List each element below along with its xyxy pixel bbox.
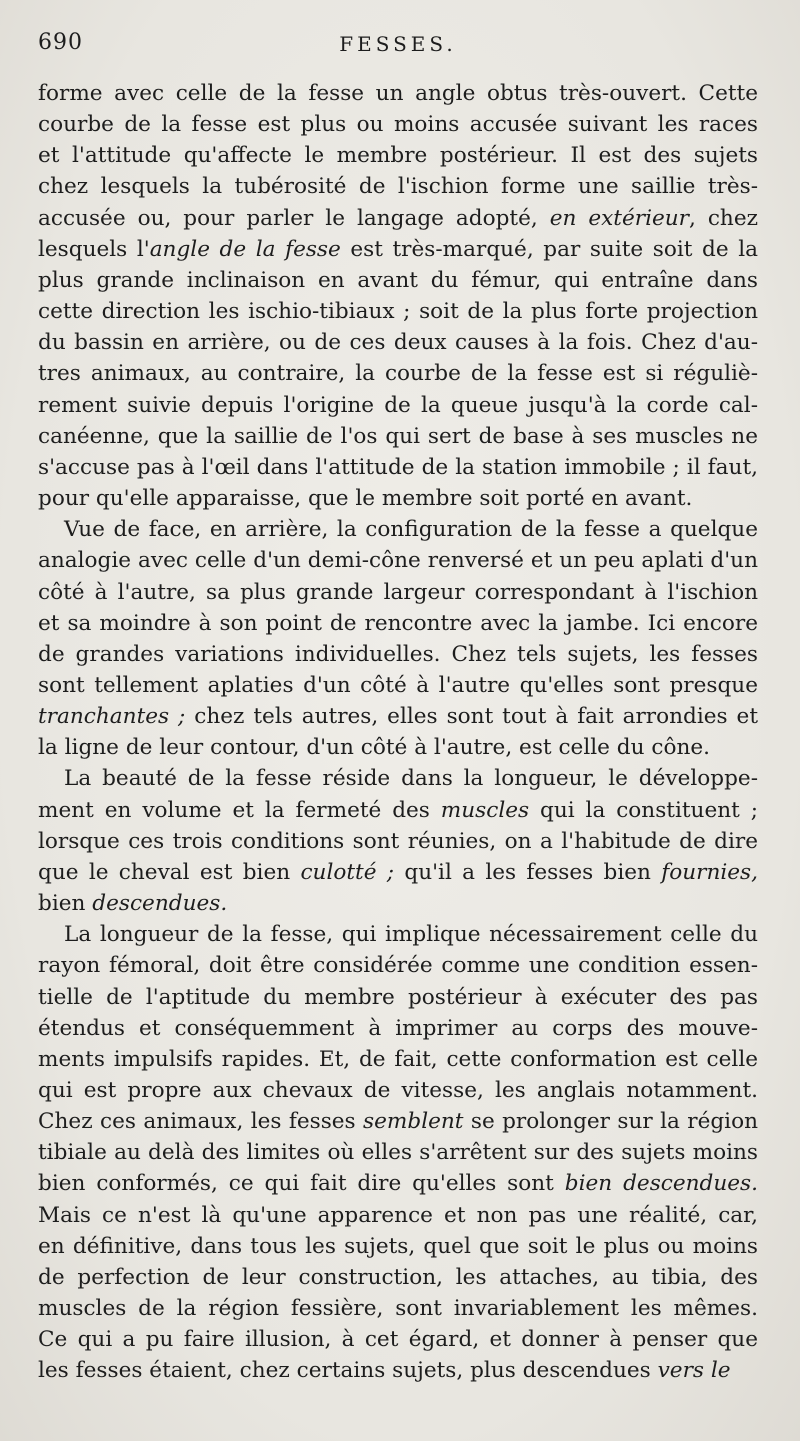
text-run: canéenne, que la saillie de l'os qui sert de base à ses muscles ne [38,423,758,449]
text-run: La beauté de la fesse réside dans la longueur, le développe- [64,766,758,792]
text-run: étendus et conséquemment à imprimer au corps des mouve- [38,1015,758,1041]
text-run: Chez ces animaux, les fesses [38,1109,364,1135]
text-line [38,78,758,109]
text-run: cette direction les ischio-tibiaux ; soit de la plus forte projection [38,299,758,325]
text-run: se prolonger sur la région [463,1109,758,1135]
text-line [38,857,758,888]
text-run: courbe de la fesse est plus ou moins accusée suivant les races [38,112,758,138]
text-line [38,483,758,514]
text-run: lesquels l' [38,236,150,262]
text-line [38,670,758,701]
text-run: chez tels autres, elles sont tout à fait arrondies et [185,704,758,730]
text-line [38,390,758,421]
italic-text: fournies, [661,859,758,885]
italic-text: descendues. [92,891,228,917]
page-number: 690 [38,30,83,55]
text-line [38,1044,758,1075]
text-run: bien conformés, ce qui fait dire qu'elles sont [38,1171,565,1197]
text-line [38,1200,758,1231]
text-line [38,577,758,608]
text-line [38,1262,758,1293]
text-run: et l'attitude qu'affecte le membre postérieur. Il est des sujets [38,143,758,169]
text-run: rayon fémoral, doit être considérée comme une condition essen- [38,953,758,979]
text-run: qui est propre aux chevaux de vitesse, les anglais notamment. [38,1078,758,1103]
text-line [38,265,758,296]
text-line [38,950,758,981]
text-run: les fesses étaient, chez certains sujets, plus descendues [38,1358,658,1384]
text-line [38,234,758,265]
text-run: chez lesquels la tubérosité de l'ischion forme une saillie très- [38,174,758,200]
text-run: rement suivie depuis l'origine de la queue jusqu'à la corde cal- [38,392,758,418]
italic-text: tranchantes ; [38,704,186,730]
text-line [38,888,758,919]
text-line [38,982,758,1013]
text-line [38,109,758,140]
text-run: tres animaux, au contraire, la courbe de la fesse est si réguliè- [38,361,758,387]
text-run: la ligne de leur contour, d'un côté à l'autre, est celle du cône. [38,735,711,761]
text-run: bien [38,891,93,917]
text-line [38,1137,758,1168]
text-run: de grandes variations individuelles. Chez tels sujets, les fesses [38,641,758,667]
text-line [38,327,758,358]
text-run: que le cheval est bien [38,859,301,885]
text-run: de perfection de leur construction, les attaches, au tibia, des [38,1264,758,1290]
text-run: Ce qui a pu faire illusion, à cet égard, et donner à penser que [38,1327,758,1353]
text-run: tielle de l'aptitude du membre postérieur à exécuter des pas [38,984,758,1010]
italic-text: semblent [363,1109,464,1135]
body-text [38,78,758,1387]
text-run: La longueur de la fesse, qui implique nécessairement celle du [64,922,758,948]
text-line [38,1013,758,1044]
italic-text: angle de la fesse [149,236,341,262]
text-line [38,545,758,576]
italic-text: en extérieur [549,205,690,231]
text-line [38,639,758,670]
running-head [38,30,758,70]
text-line [38,140,758,171]
text-line [38,171,758,202]
text-run: ment en volume et la fermeté des [38,797,441,823]
text-line [38,1293,758,1324]
italic-text: muscles [440,797,530,823]
text-run: et sa moindre à son point de rencontre avec la jambe. Ici encore [38,610,758,636]
text-run: analogie avec celle d'un demi-cône renversé et un peu aplati d'un [38,548,758,574]
text-line [38,358,758,389]
italic-text: bien descendues. [564,1171,759,1197]
text-run: pour qu'elle apparaisse, que le membre soit porté en avant. [38,486,693,512]
text-run: muscles de la région fessière, sont invariablement les mêmes. [38,1296,758,1322]
text-line [38,452,758,483]
text-run: lorsque ces trois conditions sont réunies, on a l'habitude de dire [38,828,758,854]
text-line [38,203,758,234]
text-run: tibiale au delà des limites où elles s'arrêtent sur des sujets moins [38,1140,758,1166]
text-line [38,763,758,794]
text-run: Vue de face, en arrière, la configuration de la fesse a quelque [64,517,758,543]
text-line [38,919,758,950]
text-line [38,795,758,826]
text-line [38,732,758,763]
text-line [38,421,758,452]
text-run: qu'il a les fesses bien [394,859,662,885]
text-run: sont tellement aplaties d'un côté à l'autre qu'elles sont presque [38,672,758,698]
text-line [38,1355,758,1386]
text-line [38,1168,758,1199]
text-run: s'accuse pas à l'œil dans l'attitude de la station immobile ; il faut, [38,454,758,480]
text-line [38,608,758,639]
text-line [38,826,758,857]
running-title: FESSES. [339,32,457,56]
text-run: en définitive, dans tous les sujets, quel que soit le plus ou moins [38,1233,758,1259]
text-line [38,514,758,545]
text-line [38,296,758,327]
text-run: est très-marqué, par suite soit de la [340,236,758,262]
text-run: côté à l'autre, sa plus grande largeur correspondant à l'ischion [38,579,758,605]
text-run: , chez [689,205,758,231]
text-run: accusée ou, pour parler le langage adopté, [38,205,550,231]
italic-text: vers le [657,1358,731,1384]
text-line [38,1324,758,1355]
text-line [38,1106,758,1137]
text-line [38,701,758,732]
text-run: Mais ce n'est là qu'une apparence et non pas une réalité, car, [38,1202,758,1228]
text-run: forme avec celle de la fesse un angle obtus très-ouvert. Cette [38,81,758,106]
text-run: plus grande inclinaison en avant du fémur, qui entraîne dans [38,267,758,293]
text-run: ments impulsifs rapides. Et, de fait, cette conformation est celle [38,1046,758,1072]
italic-text: culotté ; [300,859,395,885]
text-run: du bassin en arrière, ou de ces deux causes à la fois. Chez d'au- [38,330,758,356]
text-line [38,1075,758,1106]
text-line [38,1231,758,1262]
text-run: qui la constituent ; [529,797,758,823]
